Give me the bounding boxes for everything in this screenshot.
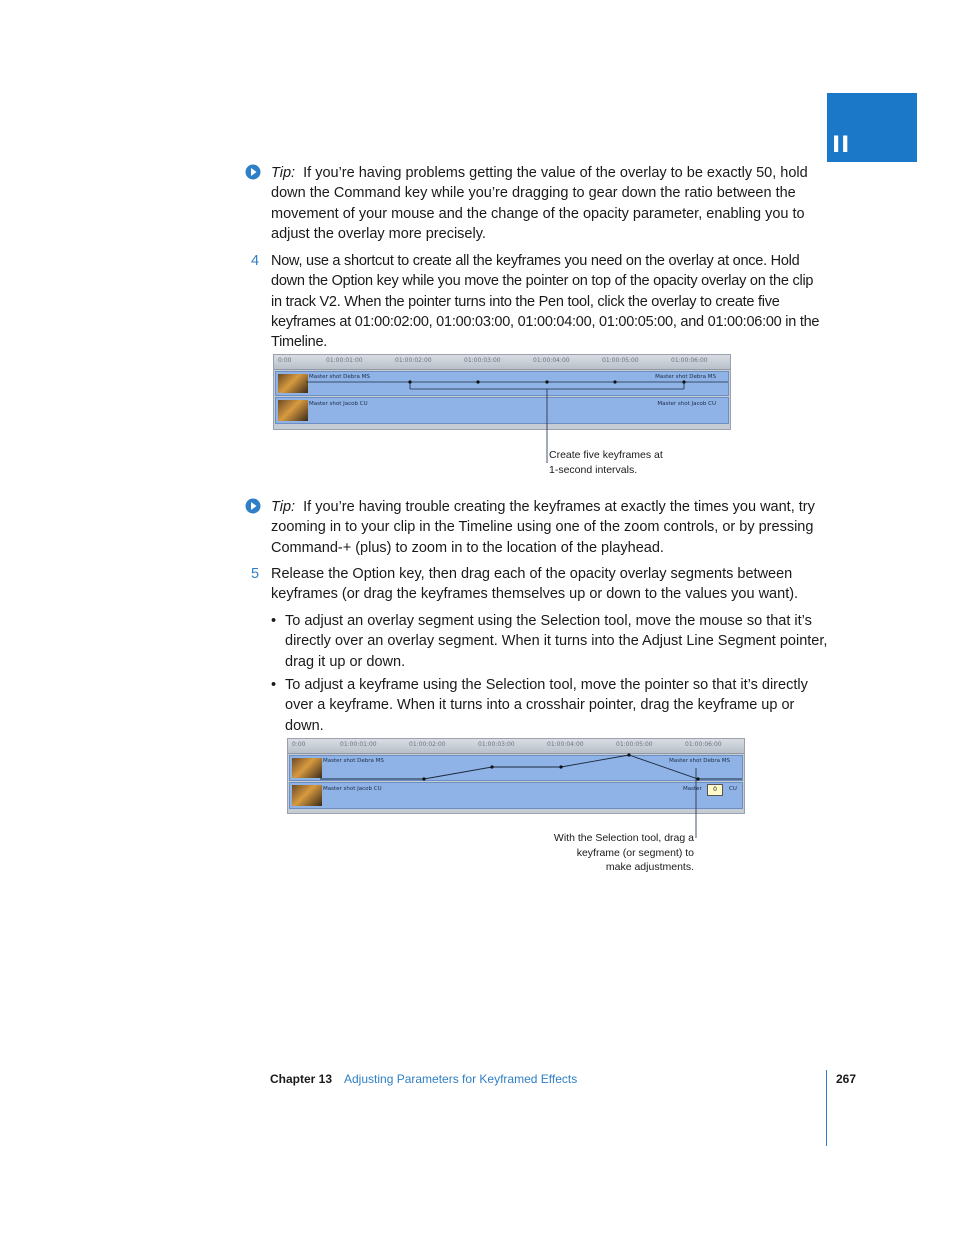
page-number: 267 [836,1072,857,1086]
clip-name: CU [729,786,737,792]
clip-name: Master shot Debra MS [669,758,730,764]
tip-label: Tip: [271,165,296,181]
clip-name: Master shot Debra MS [655,374,716,380]
ruler-tick: 01:00:06:00 [671,357,708,364]
ruler-tick: 01:00:02:00 [409,741,446,748]
bullet-text-1: To adjust an overlay segment using the Selection tool, move the mouse so that it’s directly over an overlay segment. When it turns into the Adjust Line Segment pointer, drag it up or down. [285,613,828,670]
step-4-text: Now, use a shortcut to create all the keyframes you need on the overlay at once. Hold down the Option key while you move the pointer on top of the opacity overlay on the clip in track V2. When the pointer turns into the Pen tool, click the overlay to create five keyframes at 01:00:02:00, 01:00:03:00, 01:00:04:00, 01:00:05:00, and 01:00:06:00 in the Timeline. [271,253,820,351]
callout-line: make adjustments. [605,861,694,873]
clip-name: Master shot Jacob CU [657,401,716,407]
ruler-tick: 01:00:03:00 [478,741,515,748]
keyframe-dot[interactable] [408,380,411,383]
tip-text: If you’re having problems getting the value of the overlay to be exactly 50, hold down the Command key while you’re dragging to gear down the ratio between the movement of your mouse and the change of the opacity parameter, enabling you to adjust the overlay more precisely. [271,165,808,242]
keyframe-dot[interactable] [627,753,630,756]
step-number-4: 4 [251,253,260,269]
opacity-overlay-2 [287,738,743,843]
ruler-tick: 01:00:06:00 [685,741,722,748]
callout-line: 1-second intervals. [549,463,638,476]
part-tab [827,93,917,162]
value-tooltip: 0 [707,784,723,796]
callout-line: keyframe (or segment) to [576,846,694,859]
tip-label: Tip: [271,499,296,515]
part-tab-label: II [832,133,851,158]
ruler-tick: 0:00 [278,357,292,364]
callout-2 [540,831,694,875]
tip-paragraph-2 [271,497,821,558]
keyframe-dot[interactable] [476,380,479,383]
tip-arrow-icon [245,498,261,514]
keyframe-dot[interactable] [559,765,562,768]
clip-name: Master shot Debra MS [309,374,370,380]
tip-paragraph-1 [271,163,816,244]
bullet-marker: • [271,677,277,693]
footer-chapter-title[interactable]: Adjusting Parameters for Keyframed Effects [344,1072,578,1086]
keyframe-dot[interactable] [545,380,548,383]
callout-line: Create five keyframes at [549,449,663,461]
tip-arrow-icon [245,164,261,180]
step-5-text: Release the Option key, then drag each of the opacity overlay segments between keyframes (or drag the keyframes themselves up or down to the values you want). [271,566,799,603]
callout-line: With the Selection tool, drag a [553,832,694,844]
callout-1 [549,448,663,477]
ruler-tick: 01:00:02:00 [395,357,432,364]
tip-text: If you’re having trouble creating the keyframes at exactly the times you want, try zooming in to your clip in the Timeline using one of the zoom controls, or by pressing Command-+ (plus) to zoom in to the location of the playhead. [271,499,815,556]
bullet-text-2: To adjust a keyframe using the Selection tool, move the pointer so that it’s directly over a keyframe. When it turns into a crosshair pointer, drag the keyframe up or down. [285,677,808,734]
ruler-tick: 01:00:05:00 [616,741,653,748]
clip-name: Master shot Jacob CU [309,401,368,407]
ruler-tick: 01:00:05:00 [602,357,639,364]
footer-chapter: Chapter 13 [270,1072,333,1086]
keyframe-dot[interactable] [613,380,616,383]
keyframe-dot[interactable] [682,380,685,383]
bullet-marker: • [271,613,277,629]
ruler-tick: 01:00:01:00 [340,741,377,748]
ruler-tick: 01:00:04:00 [547,741,584,748]
keyframe-dot[interactable] [696,777,699,780]
ruler-tick: 0:00 [292,741,306,748]
clip-name: Master shot Jacob CU [323,786,382,792]
step-number-5: 5 [251,566,260,582]
ruler-tick: 01:00:01:00 [326,357,363,364]
keyframe-dot[interactable] [490,765,493,768]
footer-divider [826,1070,827,1146]
clip-name: Master shot Debra MS [323,758,384,764]
keyframe-dot[interactable] [422,777,425,780]
ruler-tick: 01:00:04:00 [533,357,570,364]
ruler-tick: 01:00:03:00 [464,357,501,364]
clip-name: Master [683,786,702,792]
